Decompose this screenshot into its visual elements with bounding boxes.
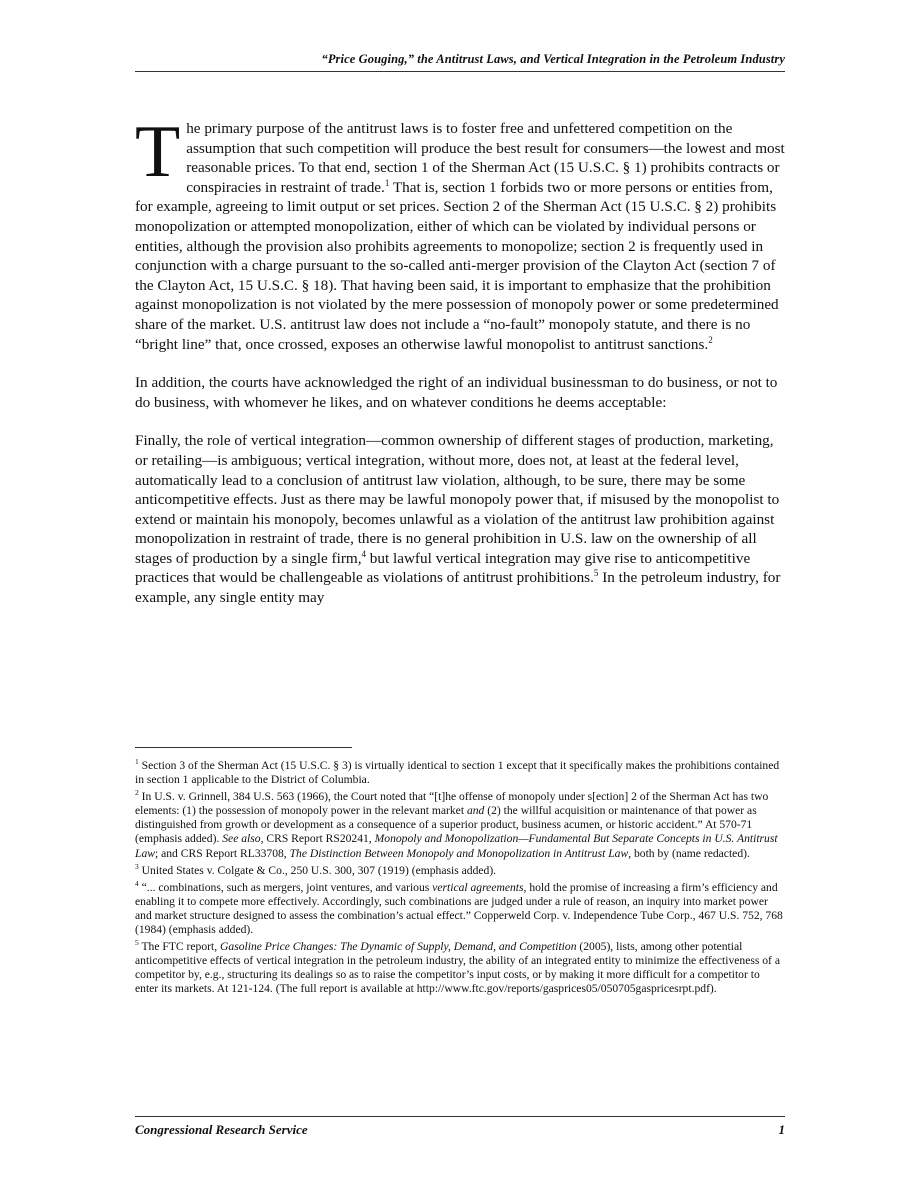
footnote-ref-2[interactable]: 2 — [708, 334, 713, 345]
paragraph-3-text-c: In the petroleum industry, for example, any single entity may — [135, 569, 781, 607]
footnote-text: , both by (name redacted). — [628, 846, 750, 860]
paragraph-1 — [135, 111, 785, 354]
drop-cap: T — [135, 111, 181, 193]
footnote-number: 3 — [135, 861, 139, 871]
header-rule — [135, 71, 785, 72]
running-header: “Price Gouging,” the Antitrust Laws, and Vertical Integration in the Petroleum Industry — [321, 52, 785, 66]
footnote-3 — [135, 861, 785, 878]
footnote-ref-4[interactable]: 4 — [361, 548, 366, 559]
footnote-text: , hold the promise of increasing a firm’s efficiency and enabling it to compete more effectively. Accordingly, such combinations are judged under a rule of reason, an inquiry into market power and market structure designed to assess the combination’s actual effect.” Copperweld Corp. v. Independence Tube Corp., 467 U.S. 752, 768 (1984) (emphasis added). — [135, 880, 783, 937]
paragraph-1-text-b: That is, section 1 forbids two or more persons or entities from, for example, agreeing to limit output or set prices. Section 2 of the Sherman Act (15 U.S.C. § 2) prohibits monopolization or attempted monopolization, either of which can be violated by individual persons or entities, although the provision also prohibits agreements to monopolize; section 2 is frequently used in conjunction with a charge pursuant to the so-called anti-merger provision of the Clayton Act (section 7 of the Clayton Act, 15 U.S.C. § 18). That having been said, it is important to emphasize that the prohibition against monopolization is not violated by the mere possession of monopoly power or some predetermined share of the market. U.S. antitrust law does not include a “no-fault” monopoly statute, and there is no “bright line” that, once crossed, exposes an otherwise lawful monopolist to antitrust sanctions. — [135, 178, 779, 353]
footnotes — [135, 759, 785, 1000]
paragraph-1-text-a: he primary purpose of the antitrust laws is to foster free and unfettered competition on the assumption that such competition will produce the best result for consumers—the lowest and most reasonable prices. To that end, section 1 of the Sherman Act (15 U.S.C. § 1) prohibits contracts or conspiracies in restraint of trade. — [186, 120, 785, 196]
paragraph-2: In addition, the courts have acknowledged the right of an individual businessman to do business, or not to do business, with whomever he likes, and on whatever conditions he deems acceptable: — [135, 374, 778, 411]
footnote-number: 5 — [135, 938, 139, 948]
footnote-italic: Monopoly and Monopolization—Fundamental But Separate Concepts in U.S. Antitrust Law — [135, 832, 778, 860]
footnote-5 — [135, 940, 785, 996]
footnote-2 — [135, 790, 785, 860]
footnote-ref-5[interactable]: 5 — [593, 568, 599, 579]
footnote-italic: See also, — [222, 832, 264, 846]
footer-publisher: Congressional Research Service — [135, 1122, 308, 1137]
footnote-text: CRS Report RS20241, — [263, 832, 375, 846]
footnote-text: (2) the willful acquisition or maintenance of that power as distinguished from growth or development as a consequence of a superior product, business acumen, or historic accident.” At 570-71 (emphasis added). — [135, 804, 757, 846]
paragraph-3 — [135, 431, 785, 607]
footnote-1 — [135, 759, 785, 787]
footnote-number: 1 — [135, 757, 139, 767]
footnote-separator — [135, 747, 352, 748]
paragraph-3-text-b: but lawful vertical integration may give rise to anticompetitive practices that would be challengeable as violations of antitrust prohibitions. — [135, 549, 751, 587]
paragraph-3-text-a: Finally, the role of vertical integration—common ownership of different stages of production, marketing, or retailing—is ambiguous; vertical integration, without more, does not, at least at the federal level, automatically lead to a conclusion of antitrust law violation, although, to be sure, there may be some anticompetitive effects. Just as there may be lawful monopoly power that, if misused by the monopolist to extend or maintain his monopoly, becomes unlawful as a violation of the antitrust law prohibition against monopolization in restraint of trade, there is no general prohibition in U.S. law on the ownership of all stages of production by a single firm, — [135, 432, 780, 567]
footnote-text: In U.S. v. Grinnell, 384 U.S. 563 (1966), the Court noted that “[t]he offense of monopoly under s[ection] 2 of the Sherman Act has two elements: (1) the possession of monopoly power in the relevant market — [135, 790, 769, 818]
footnote-italic: vertical agreements — [432, 880, 524, 894]
footnote-text: (2005), lists, among other potential anticompetitive effects of vertical integration in the petroleum industry, the ability of an integrated entity to minimize the effectiveness of a competitor by, e.g., structuring its dealings so as to raise the competitor’s input costs, or by making it more difficult for a competitor to enter its markets. At 121-124. (The full report is available at http://www.ftc.gov/reports/gasprices05/050705gaspricesrpt.pdf). — [135, 940, 780, 996]
body-text — [135, 111, 785, 627]
footnote-text: Section 3 of the Sherman Act (15 U.S.C. § 3) is virtually identical to section 1 except that it specifically makes the prohibitions contained in section 1 applicable to the District of Columbia. — [135, 759, 780, 787]
footnote-text: “... combinations, such as mergers, joint ventures, and various — [141, 880, 433, 894]
footnote-text: United States v. Colgate & Co., 250 U.S. 300, 307 (1919) (emphasis added). — [141, 863, 497, 877]
footnote-text: The FTC report, — [141, 940, 221, 954]
footnote-italic: Gasoline Price Changes: The Dynamic of Supply, Demand, and Competition — [220, 940, 577, 954]
footnote-italic: The Distinction Between Monopoly and Monopolization in Antitrust Law — [289, 846, 629, 860]
footnote-number: 4 — [135, 878, 139, 888]
page-number: 1 — [778, 1122, 785, 1137]
footnote-4 — [135, 878, 785, 937]
footnote-ref-1[interactable]: 1 — [384, 177, 390, 188]
footnote-text: ; and CRS Report RL33708, — [154, 846, 290, 860]
footnote-number: 2 — [135, 788, 139, 798]
footnote-italic: and — [466, 804, 485, 818]
footer-rule — [135, 1116, 785, 1117]
